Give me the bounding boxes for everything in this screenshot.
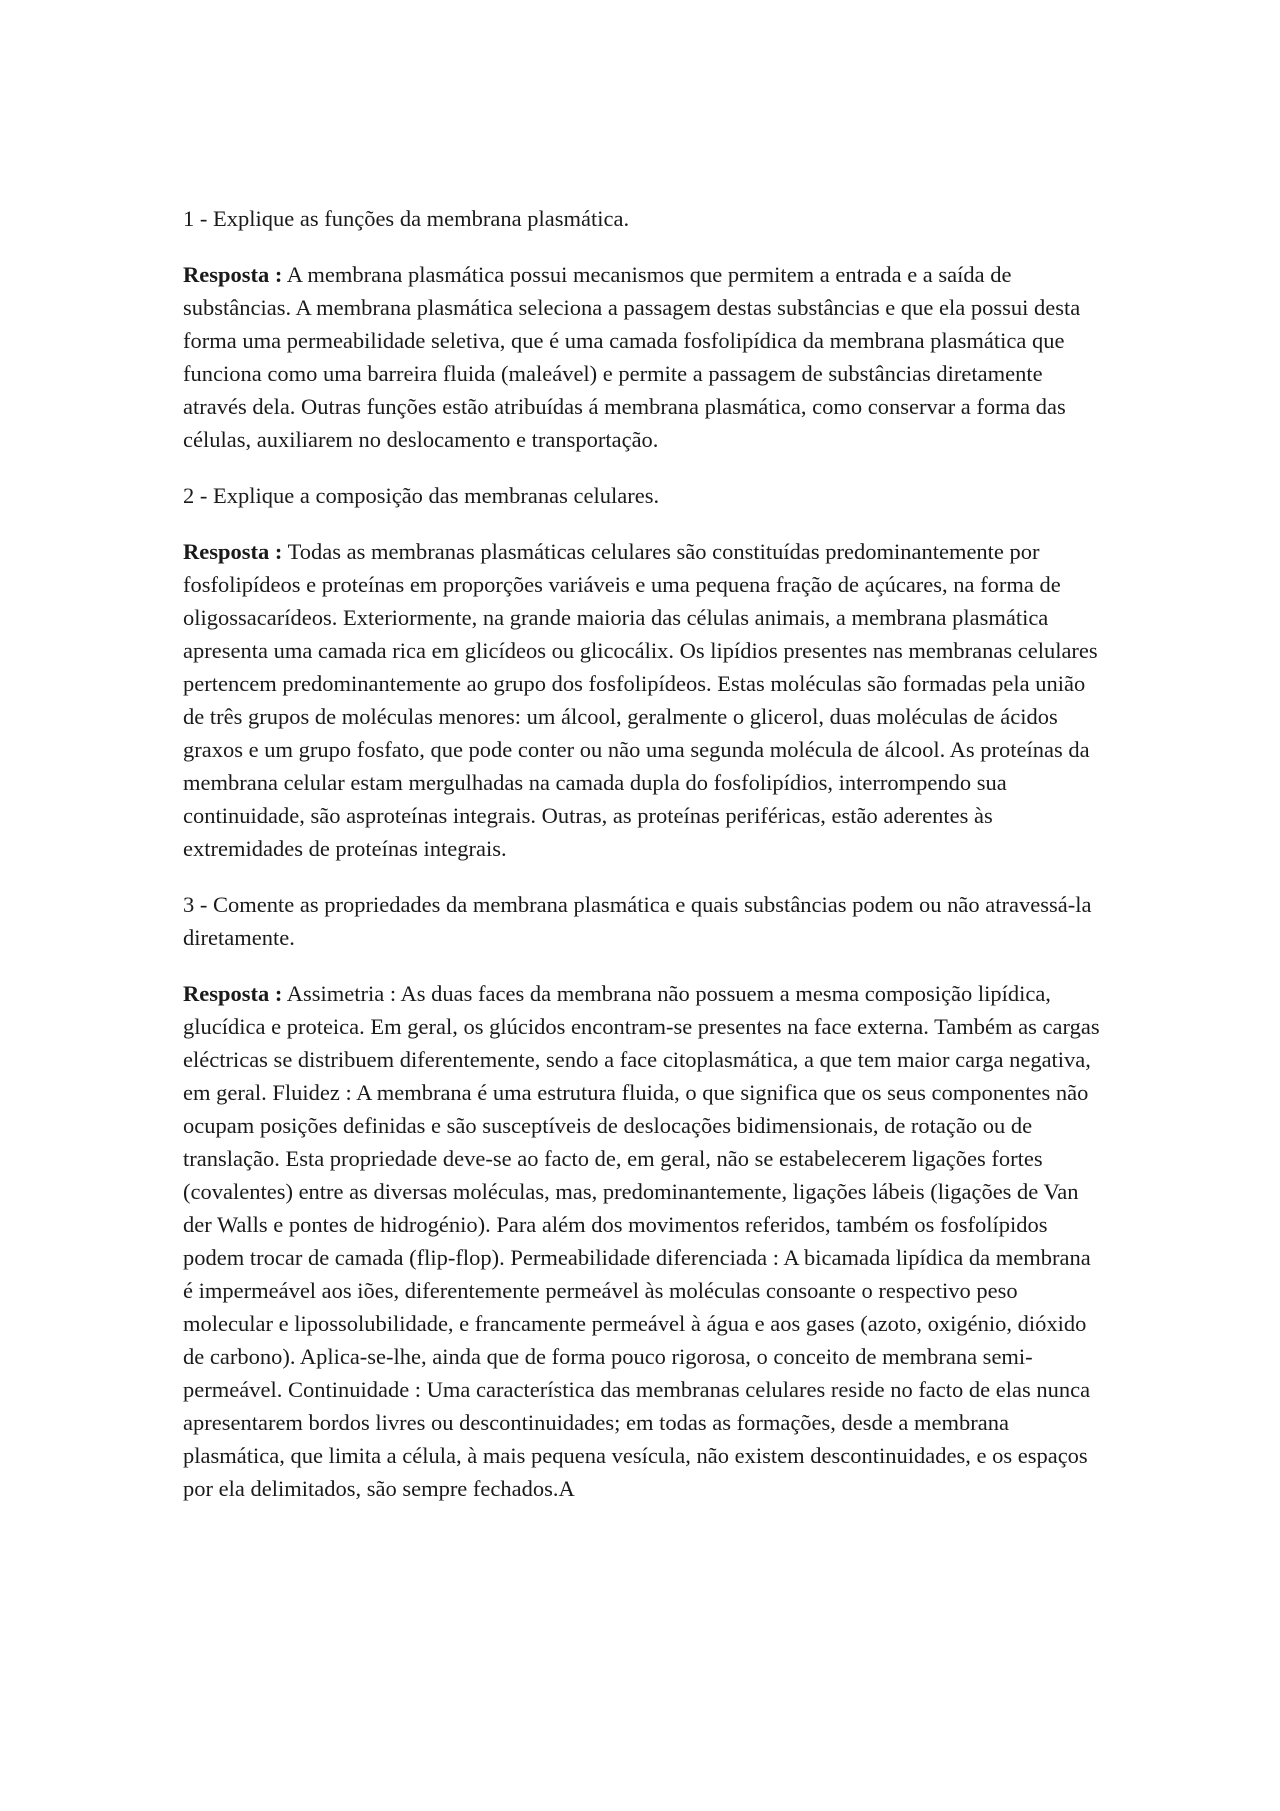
answer-3	[183, 977, 1103, 1505]
document-page	[183, 202, 1103, 1528]
answer-text: Assimetria : As duas faces da membrana não possuem a mesma composição lipídica, glucídica e proteica. Em geral, os glúcidos encontram-se presentes na face externa. Também as cargas eléctricas se distribuem diferentemente, sendo a face citoplasmática, a que tem maior carga negativa, em geral. Fluidez : A membrana é uma estrutura fluida, o que significa que os seus componentes não ocupam posições definidas e são susceptíveis de deslocações bidimensionais, de rotação ou de translação. Esta propriedade deve-se ao facto de, em geral, não se estabelecerem ligações fortes (covalentes) entre as diversas moléculas, mas, predominantemente, ligações lábeis (ligações de Van der Walls e pontes de hidrogénio). Para além dos movimentos referidos, também os fosfolípidos podem trocar de camada (flip-flop). Permeabilidade diferenciada : A bicamada lipídica da membrana é impermeável aos iões, diferentemente permeável às moléculas consoante o respectivo peso molecular e lipossolubilidade, e francamente permeável à água e aos gases (azoto, oxigénio, dióxido de carbono). Aplica-se-lhe, ainda que de forma pouco rigorosa, o conceito de membrana semi-permeável. Continuidade : Uma característica das membranas celulares reside no facto de elas nunca apresentarem bordos livres ou descontinuidades; em todas as formações, desde a membrana plasmática, que limita a célula, à mais pequena vesícula, não existem descontinuidades, e os espaços por ela delimitados, são sempre fechados.A	[183, 981, 1100, 1501]
answer-1	[183, 258, 1103, 456]
answer-label: Resposta :	[183, 981, 283, 1006]
question-2: 2 - Explique a composição das membranas celulares.	[183, 483, 660, 508]
answer-text: Todas as membranas plasmáticas celulares são constituídas predominantemente por fosfolipídeos e proteínas em proporções variáveis e uma pequena fração de açúcares, na forma de oligossacarídeos. Exteriormente, na grande maioria das células animais, a membrana plasmática apresenta uma camada rica em glicídeos ou glicocálix. Os lipídios presentes nas membranas celulares pertencem predominantemente ao grupo dos fosfolipídeos. Estas moléculas são formadas pela união de três grupos de moléculas menores: um álcool, geralmente o glicerol, duas moléculas de ácidos graxos e um grupo fosfato, que pode conter ou não uma segunda molécula de álcool. As proteínas da membrana celular estam mergulhadas na camada dupla do fosfolipídios, interrompendo sua continuidade, são asproteínas integrais. Outras, as proteínas periféricas, estão aderentes às extremidades de proteínas integrais.	[183, 539, 1098, 861]
answer-text: A membrana plasmática possui mecanismos que permitem a entrada e a saída de substâncias. A membrana plasmática seleciona a passagem destas substâncias e que ela possui desta forma uma permeabilidade seletiva, que é uma camada fosfolipídica da membrana plasmática que funciona como uma barreira fluida (maleável) e permite a passagem de substâncias diretamente através dela. Outras funções estão atribuídas á membrana plasmática, como conservar a forma das células, auxiliarem no deslocamento e transportação.	[183, 262, 1081, 452]
question-1: 1 - Explique as funções da membrana plasmática.	[183, 206, 630, 231]
answer-2	[183, 535, 1103, 865]
answer-label: Resposta :	[183, 539, 283, 564]
question-3: 3 - Comente as propriedades da membrana plasmática e quais substâncias podem ou não atravessá-la diretamente.	[183, 892, 1092, 950]
answer-label: Resposta :	[183, 262, 283, 287]
